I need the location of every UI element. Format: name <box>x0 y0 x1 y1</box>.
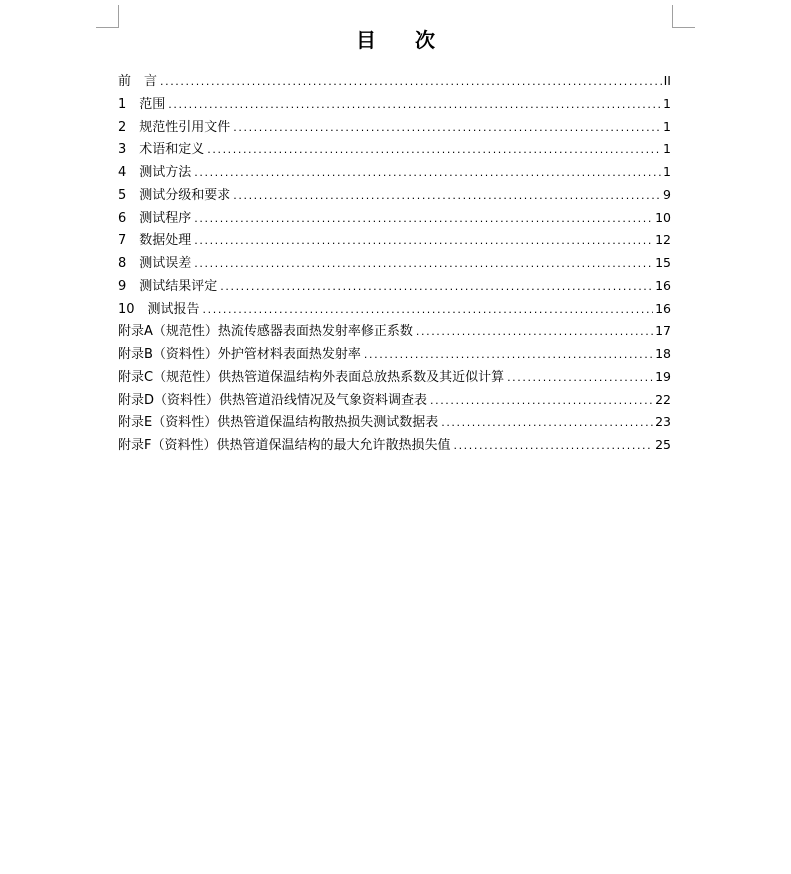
toc-entry-label: 附录E（资料性）供热管道保温结构散热损失测试数据表 <box>118 415 439 431</box>
toc-dot-leader <box>220 276 653 298</box>
toc-entry-page: 22 <box>655 391 671 407</box>
toc-dot-leader <box>430 390 653 412</box>
toc-entry[interactable] <box>118 184 671 207</box>
toc-entry-page: 18 <box>655 346 671 361</box>
toc-entry-label: 附录B（资料性）外护管材料表面热发射率 <box>118 347 361 362</box>
toc-entry-page: 16 <box>655 277 671 293</box>
crop-mark-top-left <box>118 5 119 27</box>
toc-entry-label: 3 术语和定义 <box>118 142 205 158</box>
toc-dot-leader <box>207 139 661 161</box>
toc-entry-label: 附录A（规范性）热流传感器表面热发射率修正系数 <box>118 324 413 340</box>
toc-dot-leader <box>194 253 653 275</box>
toc-dot-leader <box>194 208 653 230</box>
toc-dot-leader <box>194 230 653 252</box>
toc-entry[interactable] <box>118 252 671 275</box>
toc-dot-leader <box>194 162 661 184</box>
toc-entry-page: 1 <box>663 95 671 111</box>
toc-entry[interactable] <box>118 161 671 184</box>
toc-dot-leader <box>507 367 653 389</box>
toc-entry-label: 9 测试结果评定 <box>118 278 218 294</box>
toc-dot-leader <box>168 94 661 116</box>
toc-entry-label: 1 范围 <box>118 96 166 112</box>
toc-dot-leader <box>203 299 654 321</box>
toc-entry-page: 1 <box>663 118 671 134</box>
toc-entry[interactable] <box>118 93 671 116</box>
toc-entry-label: 附录C（规范性）供热管道保温结构外表面总放热系数及其近似计算 <box>118 369 505 385</box>
toc-dot-leader <box>160 71 662 93</box>
toc-entry-page: 12 <box>655 232 671 248</box>
toc-entry-label: 8 测试误差 <box>118 256 192 271</box>
toc-entry[interactable] <box>118 70 671 93</box>
toc-entry-page: 1 <box>663 141 671 157</box>
toc-dot-leader <box>233 117 661 139</box>
toc-entry-label: 附录F（资料性）供热管道保温结构的最大允许散热损失值 <box>118 438 451 453</box>
toc-dot-leader <box>364 344 653 366</box>
toc-entry-page: 23 <box>655 414 671 430</box>
toc-entry[interactable] <box>118 116 671 139</box>
toc-entry[interactable] <box>118 320 671 343</box>
toc-entry-label: 5 测试分级和要求 <box>118 187 231 203</box>
toc-entry-page: 10 <box>655 209 671 225</box>
toc-dot-leader <box>416 321 653 343</box>
toc-entry-label: 附录D（资料性）供热管道沿线情况及气象资料调查表 <box>118 392 428 408</box>
toc-title: 目 次 <box>356 28 451 52</box>
toc-entry-label: 2 规范性引用文件 <box>118 119 231 135</box>
toc-entry[interactable] <box>118 389 671 412</box>
toc-entry-label: 前 言 <box>118 74 158 89</box>
toc-entry-page: 25 <box>655 437 671 452</box>
toc-dot-leader <box>233 185 661 207</box>
toc-entry[interactable] <box>118 207 671 230</box>
toc-entry-page: 17 <box>655 323 671 339</box>
toc-dot-leader <box>453 435 653 457</box>
toc-entry-page: 16 <box>655 300 671 316</box>
toc-entry[interactable] <box>118 366 671 389</box>
toc-entry[interactable] <box>118 411 671 434</box>
toc-entry[interactable] <box>118 275 671 298</box>
toc-entry-label: 7 数据处理 <box>118 233 192 249</box>
table-of-contents <box>118 70 671 457</box>
crop-mark-top-right <box>672 5 673 27</box>
toc-entry-label: 10 测试报告 <box>118 301 200 317</box>
toc-entry[interactable] <box>118 229 671 252</box>
toc-entry-label: 6 测试程序 <box>118 210 192 226</box>
toc-entry-page: II <box>663 73 671 88</box>
toc-entry-page: 1 <box>663 164 671 179</box>
toc-entry-page: 19 <box>655 368 671 384</box>
toc-entry[interactable] <box>118 138 671 161</box>
toc-dot-leader <box>441 412 653 434</box>
toc-entry-page: 15 <box>655 255 671 270</box>
toc-entry-label: 4 测试方法 <box>118 165 192 180</box>
toc-entry-page: 9 <box>663 186 671 202</box>
toc-entry[interactable] <box>118 434 671 457</box>
toc-entry[interactable] <box>118 343 671 366</box>
toc-entry[interactable] <box>118 298 671 321</box>
